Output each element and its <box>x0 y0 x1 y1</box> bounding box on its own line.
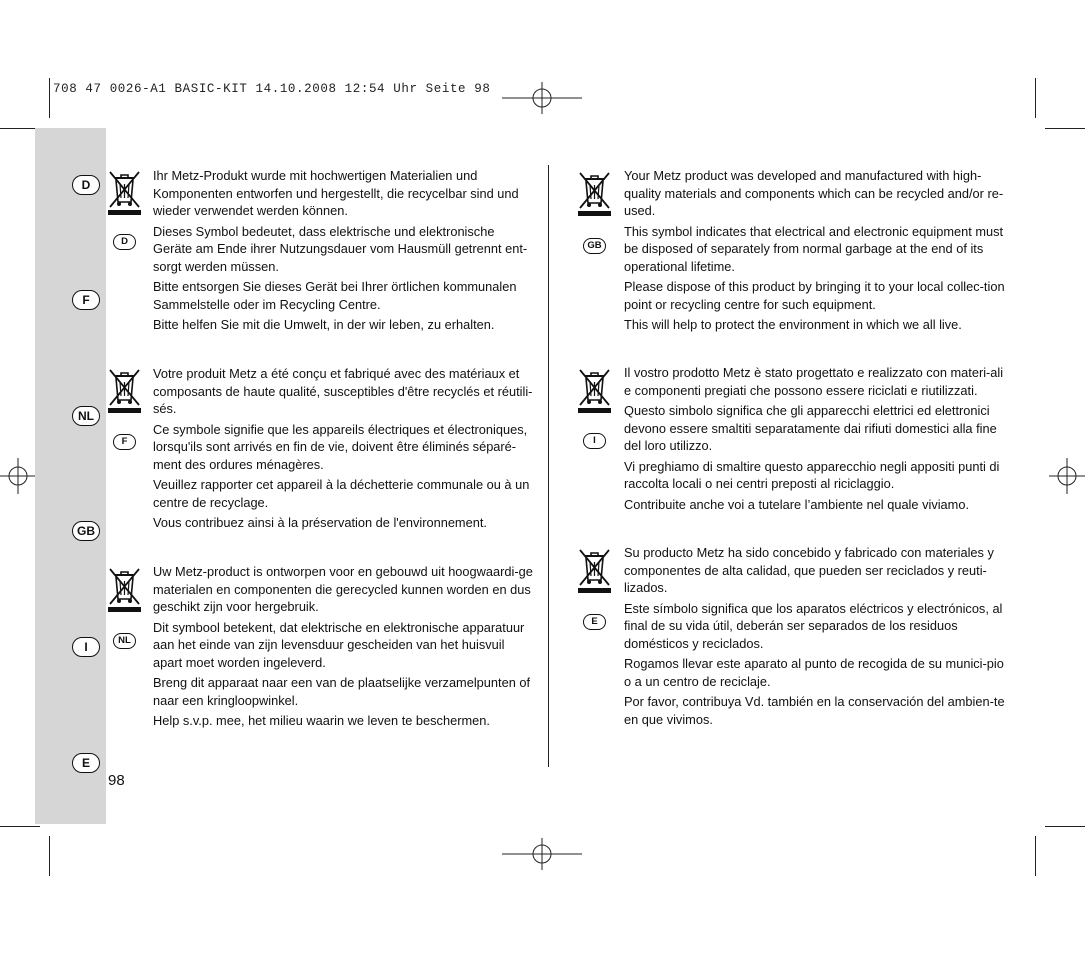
crop-mark <box>0 826 40 827</box>
crop-mark <box>1045 826 1085 827</box>
paragraph: Help s.v.p. mee, het milieu waarin we leven te beschermen. <box>153 713 490 728</box>
paragraph: Votre produit Metz a été conçu et fabriqué avec des matériaux et composants de haute qualité, susceptibles d'être recyclés et réutili-sés. <box>153 366 533 416</box>
paragraph: Veuillez rapporter cet appareil à la déchetterie communale ou à un centre de recyclage. <box>153 477 530 510</box>
paragraph: Vous contribuez ainsi à la préservation de l'environnement. <box>153 515 487 530</box>
paragraph: This will help to protect the environment in which we all live. <box>624 317 962 332</box>
paragraph: Vi preghiamo di smaltire questo apparecchio negli appositi punti di raccolta locali o nei centri preposti al riciclaggio. <box>624 458 1000 491</box>
registration-mark-icon <box>0 456 36 496</box>
crop-mark <box>1035 78 1036 118</box>
section-text-f <box>153 365 537 535</box>
section-text-nl <box>153 563 537 733</box>
section-badge: E <box>583 614 606 630</box>
crossed-out-wheelie-bin-icon <box>578 547 611 593</box>
paragraph: Su producto Metz ha sido concebido y fabricado con materiales y componentes de alta calidad, que pueden ser reciclados y reuti-lizados. <box>624 545 994 595</box>
page-number: 98 <box>108 772 125 789</box>
crossed-out-wheelie-bin-icon <box>108 169 141 215</box>
section-text-d <box>153 167 537 337</box>
crossed-out-wheelie-bin-icon <box>578 367 611 413</box>
crop-mark <box>49 78 50 118</box>
paragraph: Please dispose of this product by bringing it to your local collec-tion point or recycling centre for such equipment. <box>624 279 1005 312</box>
section-badge: GB <box>583 238 606 254</box>
paragraph: Por favor, contribuya Vd. también en la conservación del ambien-te en que vivimos. <box>624 694 1005 727</box>
paragraph: Dieses Symbol bedeutet, dass elektrische und elektronische Geräte am Ende ihrer Nutzungsdauer vom Hausmüll getrennt ent-sorgt werden müssen. <box>153 223 528 274</box>
section-text-i <box>624 364 1008 516</box>
section-badge: NL <box>113 633 136 649</box>
registration-mark-icon <box>500 80 584 116</box>
paragraph: Ce symbole signifie que les appareils électriques et électroniques, lorsqu'ils sont arrivés en fin de vie, doivent être éliminés séparé-ment des ordures ménagères. <box>153 421 528 472</box>
paragraph: Bitte helfen Sie mit die Umwelt, in der wir leben, zu erhalten. <box>153 317 495 332</box>
crop-mark <box>1045 128 1085 129</box>
crossed-out-wheelie-bin-icon <box>578 170 611 216</box>
print-header: 708 47 0026-A1 BASIC-KIT 14.10.2008 12:54 Uhr Seite 98 <box>53 82 491 96</box>
crop-mark <box>1035 836 1036 876</box>
language-badge-f: F <box>72 290 100 310</box>
registration-mark-icon <box>500 836 584 872</box>
language-badge-gb: GB <box>72 521 100 541</box>
section-text-e <box>624 544 1008 731</box>
paragraph: Bitte entsorgen Sie dieses Gerät bei Ihrer örtlichen kommunalen Sammelstelle oder im Recycling Centre. <box>153 279 517 312</box>
paragraph: Contribuite anche voi a tutelare l’ambiente nel quale viviamo. <box>624 496 970 512</box>
paragraph: Your Metz product was developed and manufactured with high-quality materials and components which can be recycled and/or re-used. <box>624 168 1004 218</box>
paragraph: Uw Metz-product is ontworpen voor en gebouwd uit hoogwaardi-ge materialen en componenten die gerecycled kunnen worden en dus geschikt zijn voor hergebruik. <box>153 564 533 614</box>
crop-mark <box>0 128 40 129</box>
language-badge-d: D <box>72 175 100 195</box>
language-sidebar <box>35 128 106 824</box>
paragraph: Il vostro prodotto Metz è stato progettato e realizzato con materi-ali e componenti pregiati che possono essere riciclati e riutilizzati. <box>624 365 1004 398</box>
registration-mark-icon <box>1049 456 1085 496</box>
paragraph: Rogamos llevar este aparato al punto de recogida de su munici-pio o a un centro de reciclaje. <box>624 656 1004 689</box>
paragraph: Ihr Metz-Produkt wurde mit hochwertigen Materialien und Komponenten entworfen und hergestellt, die recycelbar sind und wieder verwendet werden können. <box>153 168 519 218</box>
language-badge-i: I <box>72 637 100 657</box>
section-text-gb <box>624 167 1008 337</box>
language-badge-nl: NL <box>72 406 100 426</box>
section-badge: F <box>113 434 136 450</box>
crossed-out-wheelie-bin-icon <box>108 367 141 413</box>
paragraph: Dit symbool betekent, dat elektrische en elektronische apparatuur aan het einde van zijn levensduur gescheiden van het huisvuil apart moet worden ingeleverd. <box>153 619 525 670</box>
paragraph: Questo simbolo significa che gli apparecchi elettrici ed elettronici devono essere smaltiti separatamente dai rifiuti domestici alla fine del loro utilizzo. <box>624 403 997 453</box>
paragraph: Este símbolo significa que los aparatos eléctricos y electrónicos, al final de su vida útil, deberán ser separados de los residuos domésticos y reciclados. <box>624 600 1003 651</box>
section-badge: I <box>583 433 606 449</box>
paragraph: Breng dit apparaat naar een van de plaatselijke verzamelpunten of naar een kringloopwinkel. <box>153 675 531 708</box>
section-badge: D <box>113 234 136 250</box>
crossed-out-wheelie-bin-icon <box>108 566 141 612</box>
column-divider <box>548 165 549 767</box>
language-badge-e: E <box>72 753 100 773</box>
paragraph: This symbol indicates that electrical and electronic equipment must be disposed of separately from normal garbage at the end of its operational lifetime. <box>624 223 1004 274</box>
crop-mark <box>49 836 50 876</box>
